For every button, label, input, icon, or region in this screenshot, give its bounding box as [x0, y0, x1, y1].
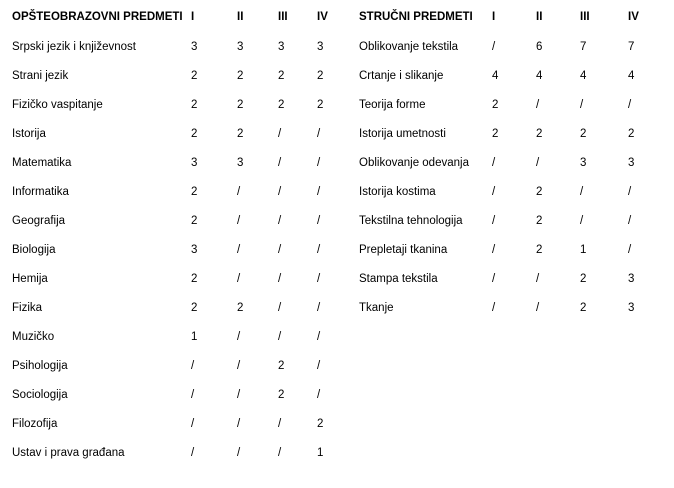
hours-year-3: 4 [580, 69, 587, 82]
hours-year-2: / [237, 359, 241, 372]
hours-year-4: 7 [628, 40, 635, 53]
subject-name: Stampa tekstila [359, 272, 438, 285]
hours-year-2: 2 [536, 243, 543, 256]
hours-year-3: / [278, 272, 282, 285]
hours-year-4: / [317, 359, 321, 372]
hours-year-4: 2 [628, 127, 635, 140]
general-subject-row [12, 119, 347, 148]
subject-name: Ustav i prava građana [12, 446, 125, 459]
hours-year-1: 2 [191, 272, 198, 285]
hours-year-4: / [317, 214, 321, 227]
hours-year-1: 2 [191, 98, 198, 111]
hours-year-4: 3 [628, 301, 635, 314]
hours-year-4: / [628, 243, 632, 256]
hours-year-1: 3 [191, 40, 198, 53]
hours-year-2: / [237, 214, 241, 227]
professional-subject-row [359, 264, 658, 293]
professional-subjects-body [359, 26, 658, 322]
hours-year-3: 2 [580, 127, 587, 140]
hours-year-3: / [278, 446, 282, 459]
hours-year-1: / [191, 446, 195, 459]
hours-year-2: 2 [237, 98, 244, 111]
subject-name: Prepletaji tkanina [359, 243, 448, 256]
subject-name: Tkanje [359, 301, 394, 314]
hours-year-2: / [237, 388, 241, 401]
subject-name: Geografija [12, 214, 66, 227]
professional-subject-row [359, 177, 658, 206]
hours-year-1: / [492, 243, 496, 256]
hours-year-1: / [191, 417, 195, 430]
hours-year-4: 2 [317, 69, 324, 82]
general-subject-row [12, 380, 347, 409]
hours-year-4: / [317, 127, 321, 140]
hours-year-3: / [278, 127, 282, 140]
subject-name: Crtanje i slikanje [359, 69, 444, 82]
general-subject-row [12, 148, 347, 177]
subject-name: Tekstilna tehnologija [359, 214, 463, 227]
subject-name: Oblikovanje odevanja [359, 156, 469, 169]
hours-year-3: / [278, 330, 282, 343]
hours-year-4: / [628, 214, 632, 227]
professional-subject-row [359, 293, 658, 322]
general-subjects-title: OPŠTEOBRAZOVNI PREDMETI [12, 11, 183, 23]
general-subject-row [12, 235, 347, 264]
hours-year-1: 2 [191, 301, 198, 314]
hours-year-1: / [191, 359, 195, 372]
hours-year-3: 2 [580, 272, 587, 285]
hours-year-3: 2 [278, 388, 285, 401]
professional-subject-row [359, 119, 658, 148]
hours-year-3: 2 [278, 359, 285, 372]
hours-year-1: 3 [191, 243, 198, 256]
professional-year-4-header: IV [628, 11, 639, 23]
hours-year-4: 3 [628, 156, 635, 169]
hours-year-2: 2 [536, 127, 543, 140]
hours-year-4: / [317, 388, 321, 401]
hours-year-4: / [317, 272, 321, 285]
hours-year-1: 2 [492, 98, 499, 111]
general-subject-row [12, 61, 347, 90]
hours-year-4: 2 [317, 98, 324, 111]
hours-year-4: 2 [317, 417, 324, 430]
hours-year-2: 6 [536, 40, 543, 53]
hours-year-4: / [317, 330, 321, 343]
hours-year-1: / [492, 156, 496, 169]
professional-year-2-header: II [536, 11, 543, 23]
hours-year-4: / [317, 301, 321, 314]
hours-year-3: 2 [580, 301, 587, 314]
subject-name: Teorija forme [359, 98, 426, 111]
hours-year-3: / [580, 214, 584, 227]
hours-year-1: / [492, 272, 496, 285]
general-subject-row [12, 322, 347, 351]
hours-year-4: 1 [317, 446, 324, 459]
professional-subjects-table [359, 8, 658, 322]
hours-year-1: / [492, 40, 496, 53]
hours-year-3: / [278, 301, 282, 314]
hours-year-3: 2 [278, 69, 285, 82]
subject-name: Strani jezik [12, 69, 69, 82]
hours-year-3: / [580, 98, 584, 111]
hours-year-4: / [628, 98, 632, 111]
hours-year-2: / [237, 446, 241, 459]
subject-name: Biologija [12, 243, 56, 256]
general-subjects-table [12, 8, 347, 467]
hours-year-2: / [536, 156, 540, 169]
hours-year-1: 2 [191, 185, 198, 198]
hours-year-2: / [237, 417, 241, 430]
hours-year-1: 2 [191, 69, 198, 82]
general-subject-row [12, 264, 347, 293]
hours-year-3: / [278, 417, 282, 430]
hours-year-1: 2 [191, 127, 198, 140]
subject-name: Istorija umetnosti [359, 127, 446, 140]
subject-name: Muzičko [12, 330, 55, 343]
hours-year-4: 3 [317, 40, 324, 53]
hours-year-2: 2 [237, 301, 244, 314]
hours-year-2: / [237, 243, 241, 256]
professional-subject-row [359, 26, 658, 61]
professional-year-3-header: III [580, 11, 590, 23]
hours-year-1: / [492, 301, 496, 314]
hours-year-1: 2 [191, 214, 198, 227]
hours-year-2: / [237, 330, 241, 343]
professional-subject-row [359, 61, 658, 90]
general-year-4-header: IV [317, 11, 328, 23]
general-subject-row [12, 438, 347, 467]
hours-year-4: 3 [628, 272, 635, 285]
general-subject-row [12, 293, 347, 322]
subject-name: Matematika [12, 156, 72, 169]
hours-year-3: / [278, 243, 282, 256]
subject-name: Istorija kostima [359, 185, 436, 198]
hours-year-3: / [580, 185, 584, 198]
hours-year-1: / [492, 185, 496, 198]
professional-subject-row [359, 148, 658, 177]
hours-year-3: / [278, 156, 282, 169]
hours-year-3: / [278, 214, 282, 227]
hours-year-3: 3 [580, 156, 587, 169]
subject-name: Istorija [12, 127, 46, 140]
subject-name: Psihologija [12, 359, 68, 372]
professional-subject-row [359, 235, 658, 264]
hours-year-1: 2 [492, 127, 499, 140]
professional-subject-row [359, 90, 658, 119]
hours-year-2: 3 [237, 40, 244, 53]
general-subjects-body [12, 26, 347, 467]
hours-year-1: / [492, 214, 496, 227]
subject-name: Srpski jezik i književnost [12, 40, 136, 53]
general-subject-row [12, 26, 347, 61]
subject-name: Fizičko vaspitanje [12, 98, 103, 111]
subject-name: Hemija [12, 272, 48, 285]
subject-name: Oblikovanje tekstila [359, 40, 459, 53]
hours-year-2: / [536, 272, 540, 285]
general-subject-row [12, 90, 347, 119]
subject-name: Fizika [12, 301, 43, 314]
hours-year-2: 2 [237, 127, 244, 140]
hours-year-3: 7 [580, 40, 587, 53]
general-subject-row [12, 206, 347, 235]
hours-year-2: / [237, 272, 241, 285]
hours-year-2: 2 [536, 185, 543, 198]
hours-year-1: 3 [191, 156, 198, 169]
hours-year-4: / [317, 156, 321, 169]
subject-name: Informatika [12, 185, 69, 198]
hours-year-2: / [237, 185, 241, 198]
hours-year-1: 4 [492, 69, 499, 82]
hours-year-4: / [317, 243, 321, 256]
hours-year-4: 4 [628, 69, 635, 82]
general-year-3-header: III [278, 11, 288, 23]
subject-name: Filozofija [12, 417, 58, 430]
hours-year-3: 1 [580, 243, 587, 256]
hours-year-1: / [191, 388, 195, 401]
hours-year-3: 3 [278, 40, 285, 53]
hours-year-4: / [628, 185, 632, 198]
general-subject-row [12, 351, 347, 380]
professional-subjects-title: STRUČNI PREDMETI [359, 11, 473, 23]
subject-name: Sociologija [12, 388, 68, 401]
professional-year-1-header: I [492, 11, 496, 23]
hours-year-2: 4 [536, 69, 543, 82]
hours-year-2: / [536, 98, 540, 111]
hours-year-2: 2 [237, 69, 244, 82]
general-year-1-header: I [191, 11, 195, 23]
general-subject-row [12, 177, 347, 206]
hours-year-2: / [536, 301, 540, 314]
professional-subject-row [359, 206, 658, 235]
hours-year-3: / [278, 185, 282, 198]
general-subject-row [12, 409, 347, 438]
professional-subjects-header-row [359, 8, 658, 26]
general-year-2-header: II [237, 11, 244, 23]
hours-year-4: / [317, 185, 321, 198]
general-subjects-header-row [12, 8, 347, 26]
hours-year-2: 3 [237, 156, 244, 169]
hours-year-2: 2 [536, 214, 543, 227]
hours-year-3: 2 [278, 98, 285, 111]
hours-year-1: 1 [191, 330, 198, 343]
